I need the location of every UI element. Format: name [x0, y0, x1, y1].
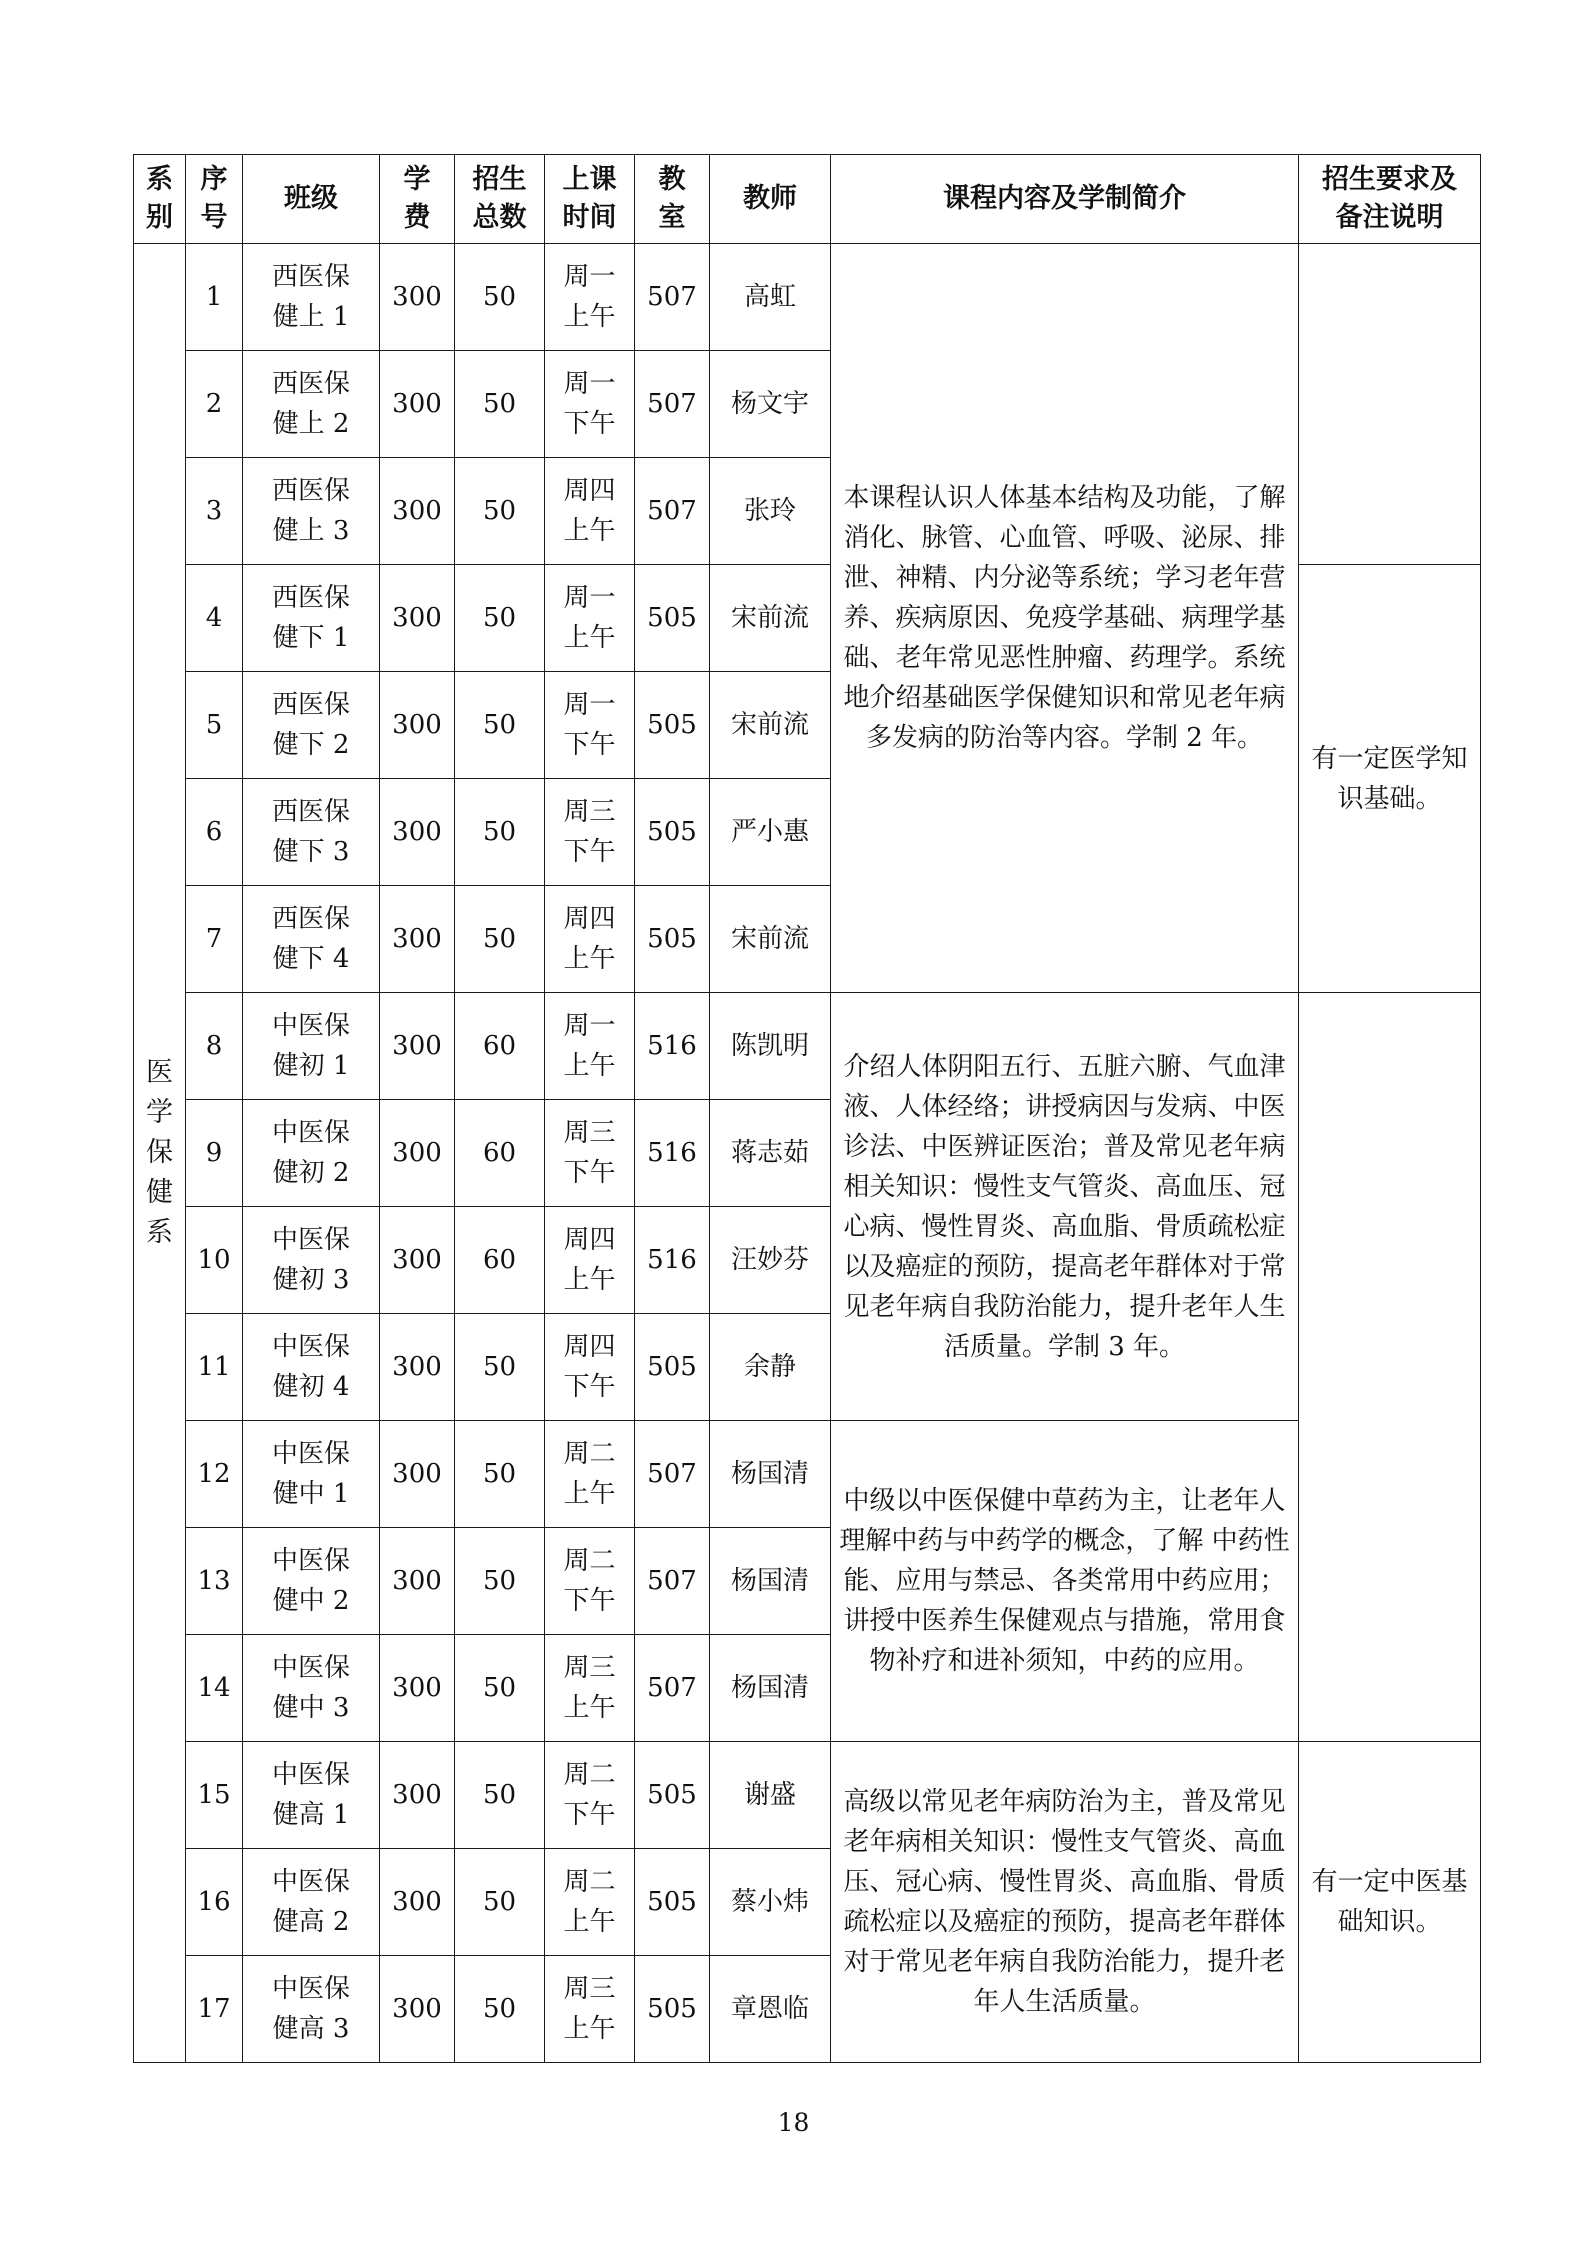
cell-index: 14 [186, 1635, 243, 1742]
cell-class: 中医保 健高 2 [243, 1849, 380, 1956]
cell-quota: 50 [455, 672, 545, 779]
cell-quota: 50 [455, 565, 545, 672]
cell-room: 507 [635, 1528, 710, 1635]
cell-time: 周四 上午 [545, 458, 635, 565]
cell-time: 周二 上午 [545, 1849, 635, 1956]
cell-quota: 50 [455, 1421, 545, 1528]
cell-teacher: 杨文宇 [710, 351, 831, 458]
cell-room: 516 [635, 1207, 710, 1314]
cell-time: 周二 下午 [545, 1742, 635, 1849]
cell-time: 周一 上午 [545, 993, 635, 1100]
cell-room: 507 [635, 244, 710, 351]
cell-fee: 300 [380, 1314, 455, 1421]
cell-quota: 50 [455, 779, 545, 886]
cell-class: 中医保 健中 3 [243, 1635, 380, 1742]
cell-index: 5 [186, 672, 243, 779]
cell-teacher: 汪妙芬 [710, 1207, 831, 1314]
cell-class: 中医保 健高 3 [243, 1956, 380, 2063]
cell-teacher: 杨国清 [710, 1528, 831, 1635]
cell-teacher: 宋前流 [710, 886, 831, 993]
cell-class: 西医保 健下 3 [243, 779, 380, 886]
cell-index: 17 [186, 1956, 243, 2063]
cell-fee: 300 [380, 886, 455, 993]
cell-index: 7 [186, 886, 243, 993]
cell-quota: 50 [455, 1635, 545, 1742]
cell-class: 中医保 健中 2 [243, 1528, 380, 1635]
cell-teacher: 陈凯明 [710, 993, 831, 1100]
header-fee: 学 费 [380, 155, 455, 244]
cell-class: 中医保 健中 1 [243, 1421, 380, 1528]
header-dept: 系 别 [134, 155, 186, 244]
cell-room: 505 [635, 1314, 710, 1421]
cell-room: 505 [635, 672, 710, 779]
cell-fee: 300 [380, 458, 455, 565]
cell-class: 中医保 健初 3 [243, 1207, 380, 1314]
cell-teacher: 高虹 [710, 244, 831, 351]
cell-quota: 50 [455, 1956, 545, 2063]
remark-tcm: 有一定中医基础知识。 [1299, 1742, 1481, 2063]
cell-room: 516 [635, 1100, 710, 1207]
cell-room: 505 [635, 1956, 710, 2063]
cell-room: 505 [635, 886, 710, 993]
cell-room: 507 [635, 458, 710, 565]
cell-time: 周四 上午 [545, 1207, 635, 1314]
cell-class: 西医保 健下 4 [243, 886, 380, 993]
cell-room: 507 [635, 1635, 710, 1742]
cell-teacher: 杨国清 [710, 1635, 831, 1742]
cell-teacher: 蒋志茹 [710, 1100, 831, 1207]
header-content: 课程内容及学制简介 [831, 155, 1299, 244]
cell-index: 4 [186, 565, 243, 672]
cell-quota: 60 [455, 1100, 545, 1207]
cell-fee: 300 [380, 1421, 455, 1528]
cell-index: 12 [186, 1421, 243, 1528]
cell-class: 中医保 健高 1 [243, 1742, 380, 1849]
cell-index: 10 [186, 1207, 243, 1314]
cell-index: 16 [186, 1849, 243, 1956]
cell-room: 516 [635, 993, 710, 1100]
cell-quota: 50 [455, 1528, 545, 1635]
cell-time: 周三 下午 [545, 1100, 635, 1207]
cell-quota: 60 [455, 1207, 545, 1314]
cell-index: 6 [186, 779, 243, 886]
cell-time: 周四 下午 [545, 1314, 635, 1421]
cell-teacher: 章恩临 [710, 1956, 831, 2063]
header-class: 班级 [243, 155, 380, 244]
cell-quota: 50 [455, 244, 545, 351]
cell-fee: 300 [380, 1635, 455, 1742]
cell-fee: 300 [380, 565, 455, 672]
cell-class: 西医保 健上 1 [243, 244, 380, 351]
cell-index: 15 [186, 1742, 243, 1849]
cell-fee: 300 [380, 1956, 455, 2063]
cell-fee: 300 [380, 993, 455, 1100]
cell-teacher: 宋前流 [710, 565, 831, 672]
cell-fee: 300 [380, 672, 455, 779]
cell-teacher: 张玲 [710, 458, 831, 565]
cell-fee: 300 [380, 779, 455, 886]
cell-teacher: 余静 [710, 1314, 831, 1421]
remark-tcm-upper [1299, 993, 1481, 1742]
cell-fee: 300 [380, 1100, 455, 1207]
cell-room: 505 [635, 779, 710, 886]
cell-teacher: 蔡小炜 [710, 1849, 831, 1956]
page-number: 18 [777, 2108, 810, 2137]
cell-time: 周二 上午 [545, 1421, 635, 1528]
cell-class: 西医保 健上 2 [243, 351, 380, 458]
cell-index: 2 [186, 351, 243, 458]
cell-quota: 50 [455, 458, 545, 565]
cell-room: 507 [635, 1421, 710, 1528]
header-remark: 招生要求及 备注说明 [1299, 155, 1481, 244]
cell-fee: 300 [380, 351, 455, 458]
cell-time: 周三 上午 [545, 1956, 635, 2063]
cell-index: 1 [186, 244, 243, 351]
header-room: 教 室 [635, 155, 710, 244]
cell-room: 507 [635, 351, 710, 458]
desc-tcm-basic: 介绍人体阴阳五行、五脏六腑、气血津液、人体经络；讲授病因与发病、中医诊法、中医辨证医治；普及常见老年病相关知识：慢性支气管炎、高血压、冠心病、慢性胃炎、高血脂、骨质疏松症以及癌症的预防，提高老年群体对于常见老年病自我防治能力，提升老年人生活质量。学制 3 年。 [831, 993, 1299, 1421]
table-row [134, 993, 1481, 1100]
cell-class: 中医保 健初 1 [243, 993, 380, 1100]
cell-class: 中医保 健初 4 [243, 1314, 380, 1421]
cell-teacher: 宋前流 [710, 672, 831, 779]
remark-western-upper [1299, 244, 1481, 565]
table-row [134, 1421, 1481, 1528]
header-quota: 招生 总数 [455, 155, 545, 244]
header-index: 序 号 [186, 155, 243, 244]
cell-index: 9 [186, 1100, 243, 1207]
cell-room: 505 [635, 1742, 710, 1849]
cell-teacher: 严小惠 [710, 779, 831, 886]
cell-fee: 300 [380, 1742, 455, 1849]
cell-time: 周三 下午 [545, 779, 635, 886]
department-cell [134, 244, 186, 2063]
cell-fee: 300 [380, 1849, 455, 1956]
cell-time: 周一 上午 [545, 244, 635, 351]
cell-time: 周一 上午 [545, 565, 635, 672]
cell-class: 西医保 健下 2 [243, 672, 380, 779]
cell-class: 西医保 健上 3 [243, 458, 380, 565]
table-row [134, 1742, 1481, 1849]
cell-time: 周二 下午 [545, 1528, 635, 1635]
cell-quota: 50 [455, 886, 545, 993]
remark-western-lower: 有一定医学知识基础。 [1299, 565, 1481, 993]
course-table [133, 154, 1481, 2063]
header-time: 上课 时间 [545, 155, 635, 244]
cell-time: 周一 下午 [545, 351, 635, 458]
cell-quota: 50 [455, 1849, 545, 1956]
cell-teacher: 谢盛 [710, 1742, 831, 1849]
cell-quota: 50 [455, 1314, 545, 1421]
header-teacher: 教师 [710, 155, 831, 244]
cell-quota: 50 [455, 1742, 545, 1849]
cell-teacher: 杨国清 [710, 1421, 831, 1528]
cell-class: 中医保 健初 2 [243, 1100, 380, 1207]
cell-index: 3 [186, 458, 243, 565]
cell-time: 周三 上午 [545, 1635, 635, 1742]
cell-time: 周四 上午 [545, 886, 635, 993]
cell-class: 西医保 健下 1 [243, 565, 380, 672]
cell-room: 505 [635, 565, 710, 672]
table-row [134, 244, 1481, 351]
cell-index: 11 [186, 1314, 243, 1421]
desc-western: 本课程认识人体基本结构及功能，了解消化、脉管、心血管、呼吸、泌尿、排泄、神精、内分泌等系统；学习老年营养、疾病原因、免疫学基础、病理学基础、老年常见恶性肿瘤、药理学。系统地介绍基础医学保健知识和常见老年病多发病的防治等内容。学制 2 年。 [831, 244, 1299, 993]
desc-tcm-intermediate: 中级以中医保健中草药为主，让老年人理解中药与中药学的概念，了解 中药性能、应用与禁忌、各类常用中药应用；讲授中医养生保健观点与措施，常用食物补疗和进补须知，中药的应用。 [831, 1421, 1299, 1742]
cell-index: 8 [186, 993, 243, 1100]
header-row [134, 155, 1481, 244]
cell-fee: 300 [380, 1528, 455, 1635]
department-name: 医学保健系 [146, 1057, 173, 1248]
cell-quota: 50 [455, 351, 545, 458]
cell-time: 周一 下午 [545, 672, 635, 779]
cell-fee: 300 [380, 244, 455, 351]
cell-room: 505 [635, 1849, 710, 1956]
desc-tcm-advanced: 高级以常见老年病防治为主，普及常见老年病相关知识：慢性支气管炎、高血压、冠心病、慢性胃炎、高血脂、骨质疏松症以及癌症的预防，提高老年群体对于常见老年病自我防治能力，提升老年人生活质量。 [831, 1742, 1299, 2063]
cell-quota: 60 [455, 993, 545, 1100]
cell-fee: 300 [380, 1207, 455, 1314]
cell-index: 13 [186, 1528, 243, 1635]
